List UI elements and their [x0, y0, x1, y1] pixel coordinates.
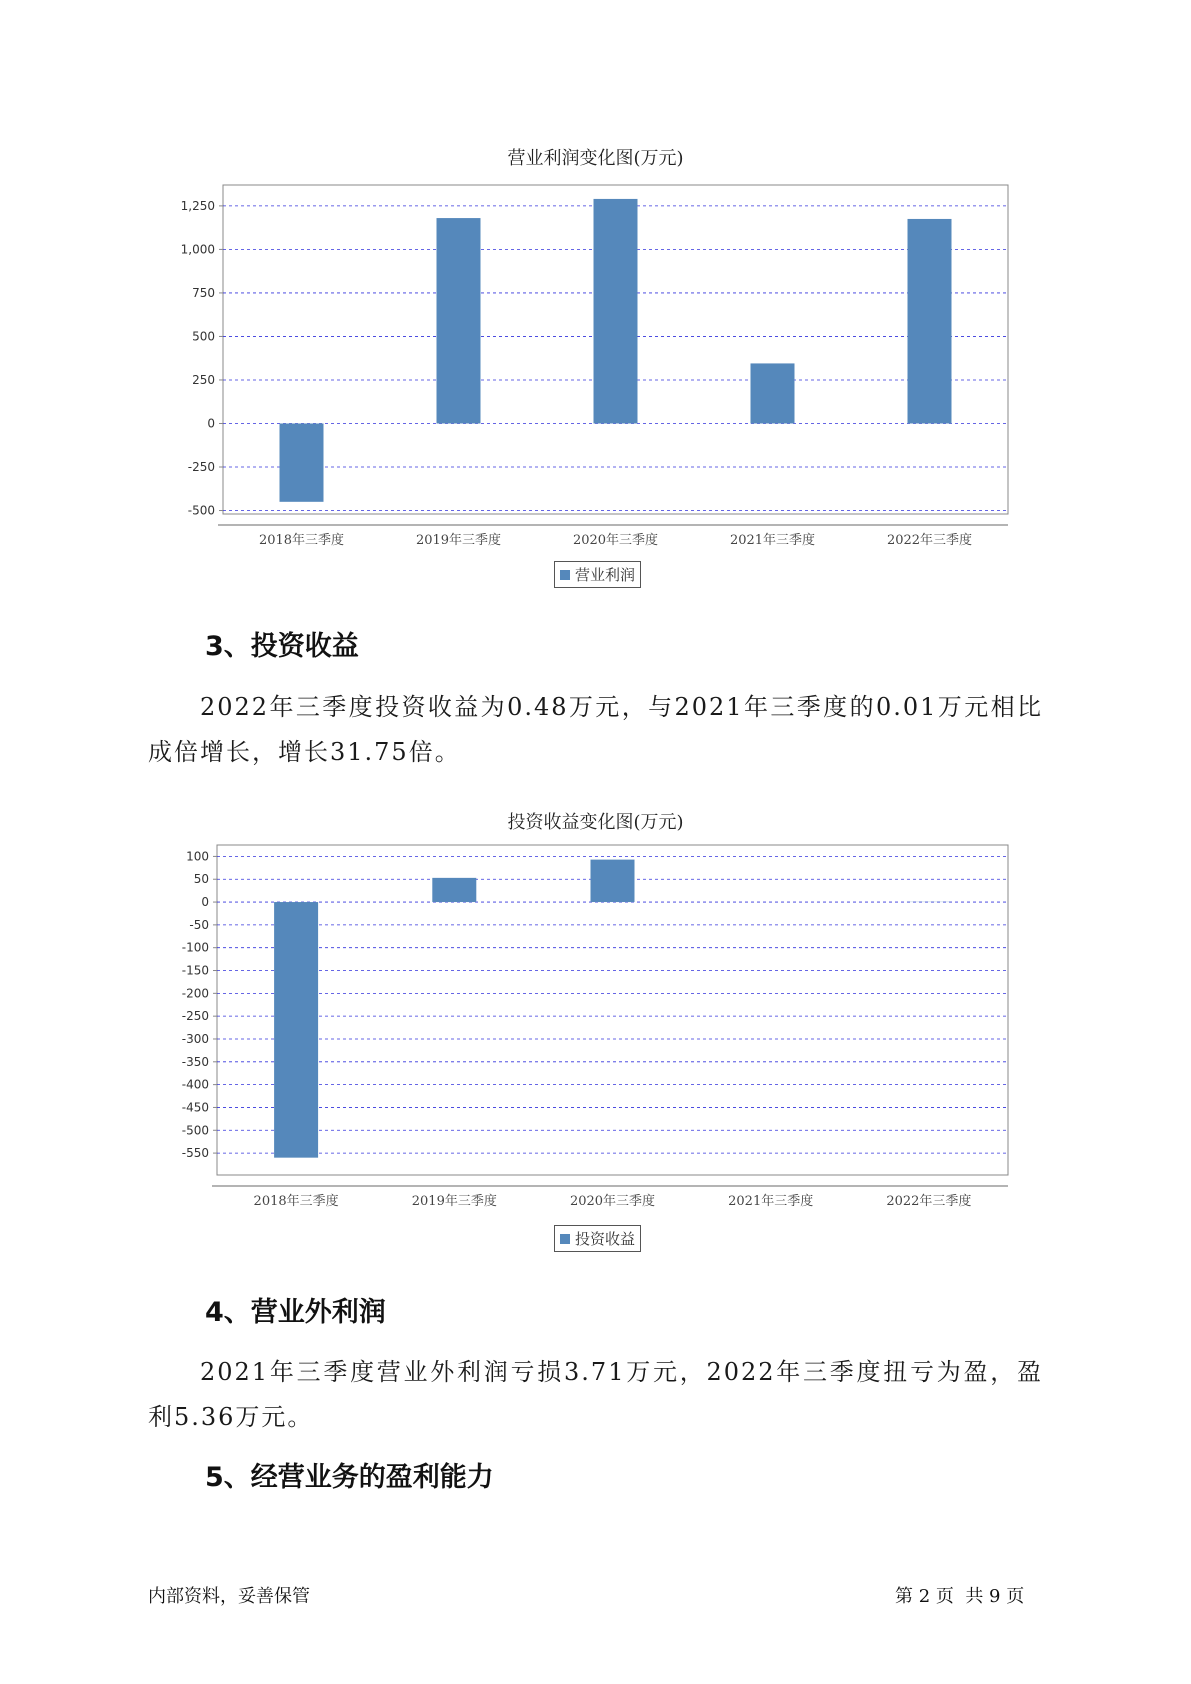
x-category-label: 2022年三季度 — [886, 1194, 972, 1209]
y-tick-label: -550 — [181, 1146, 209, 1161]
x-category-label: 2018年三季度 — [253, 1194, 339, 1209]
chart2-title: 投资收益变化图(万元) — [507, 812, 684, 833]
section5-heading: 5、经营业务的盈利能力 — [205, 1462, 494, 1493]
footer-confidential-note: 内部资料，妥善保管 — [148, 1586, 310, 1607]
chart1-legend-label: 营业利润 — [575, 566, 636, 584]
y-tick-label: 50 — [193, 872, 209, 887]
section3-heading: 3、投资收益 — [205, 631, 359, 662]
x-category-label: 2020年三季度 — [569, 1194, 656, 1209]
y-tick-label: 1,250 — [180, 198, 215, 213]
bar — [591, 860, 635, 902]
x-category-label: 2019年三季度 — [411, 1194, 497, 1209]
x-category-label: 2018年三季度 — [258, 533, 345, 548]
y-tick-label: -400 — [181, 1077, 209, 1092]
x-category-label: 2022年三季度 — [886, 533, 973, 548]
x-category-label: 2020年三季度 — [572, 533, 659, 548]
chart2-legend — [554, 1225, 641, 1252]
y-tick-label: 1,000 — [180, 242, 215, 257]
y-tick-label: -50 — [189, 917, 209, 932]
y-tick-label: -200 — [181, 986, 209, 1001]
y-tick-label: 750 — [192, 285, 215, 300]
y-tick-label: -300 — [181, 1031, 209, 1046]
y-tick-label: 0 — [207, 416, 215, 431]
y-tick-label: 0 — [201, 895, 209, 910]
bar — [432, 878, 476, 902]
y-tick-label: -450 — [181, 1100, 209, 1115]
chart1-title: 营业利润变化图(万元) — [507, 148, 684, 169]
y-tick-label: -250 — [187, 460, 215, 474]
section4-paragraph: 2021年三季度营业外利润亏损3.71万元，2022年三季度扭亏为盈，盈利5.36万元。 — [148, 1358, 1043, 1431]
y-tick-label: 100 — [186, 849, 209, 864]
y-tick-label: -500 — [181, 1123, 209, 1138]
x-category-label: 2021年三季度 — [729, 533, 816, 548]
y-tick-label: -150 — [181, 963, 209, 978]
y-tick-label: 250 — [192, 372, 215, 387]
footer-page-number: 第 2 页 共 9 页 — [895, 1586, 1025, 1607]
y-tick-label: -350 — [181, 1054, 209, 1069]
y-tick-label: -100 — [181, 940, 209, 955]
x-category-label: 2019年三季度 — [415, 533, 502, 548]
legend-swatch — [560, 1234, 570, 1244]
section4-heading: 4、营业外利润 — [205, 1297, 386, 1328]
section3-paragraph: 2022年三季度投资收益为0.48万元，与2021年三季度的0.01万元相比成倍增长，增长31.75倍。 — [148, 693, 1043, 766]
bar — [274, 902, 318, 1158]
x-category-label: 2021年三季度 — [728, 1194, 814, 1209]
y-tick-label: -250 — [181, 1009, 209, 1024]
chart2-legend-label: 投资收益 — [575, 1230, 636, 1248]
y-tick-label: -500 — [187, 503, 215, 518]
y-tick-label: 500 — [192, 329, 215, 344]
